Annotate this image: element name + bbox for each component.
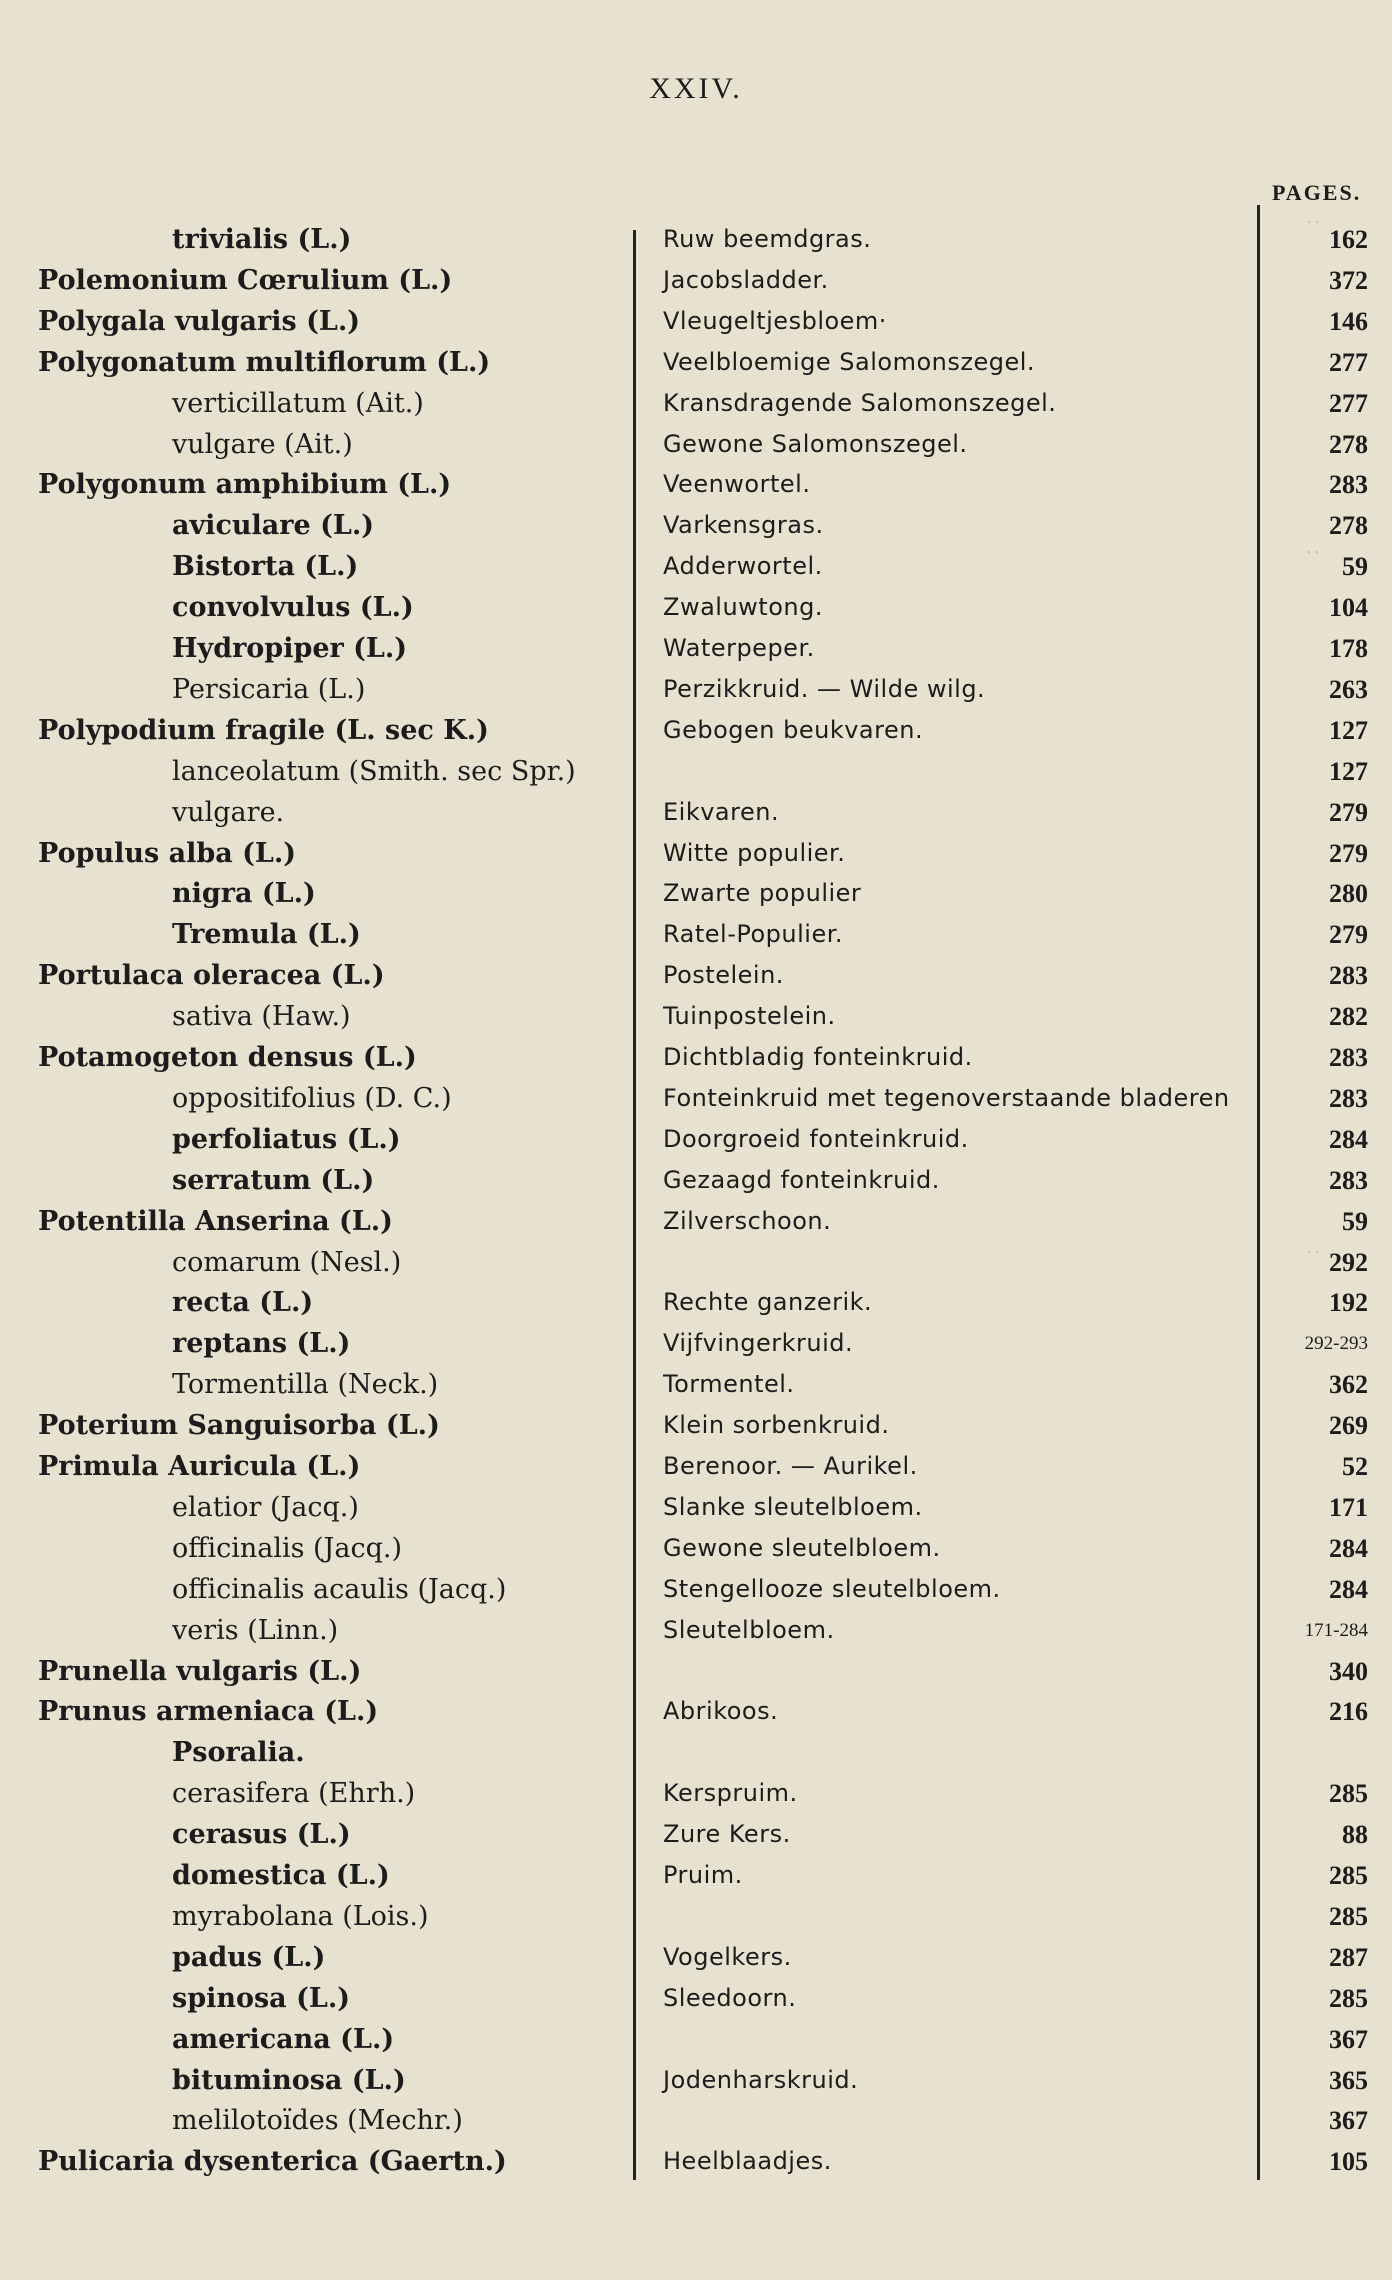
index-entry [0,1978,1392,2019]
latin-species-name: myrabolana (Lois.) [172,1900,429,1932]
page-number: 277 [1329,347,1368,377]
page-number: 88 [1342,1820,1368,1850]
latin-genus-name: Populus alba (L.) [38,837,297,869]
latin-genus-name: Primula Auricula (L.) [38,1451,361,1482]
page-header-numeral: XXIV. [649,72,743,105]
index-entry [0,1937,1392,1978]
dutch-common-name: Adderwortel. [663,552,823,581]
dutch-common-name: Kerspruim. [663,1779,798,1808]
index-entry [0,751,1392,792]
latin-species-name: nigra (L.) [172,878,316,910]
index-entry [0,1855,1392,1896]
index-entry [0,1691,1392,1732]
page-number: 279 [1329,797,1368,827]
index-entry [0,1119,1392,1160]
index-entry [0,1896,1392,1937]
latin-species-name: serratum (L.) [172,1164,375,1196]
dutch-common-name: Zwaluwtong. [663,593,823,622]
dutch-common-name: Ruw beemdgras. [663,225,872,253]
page-number: 340 [1329,1656,1368,1686]
index-entry [0,792,1392,833]
page-number: 59 [1342,1206,1368,1236]
latin-species-name: Tormentilla (Neck.) [172,1369,439,1401]
latin-species-name: vulgare (Ait.) [172,428,353,460]
latin-species-name: sativa (Haw.) [172,1001,351,1033]
index-entry [0,1732,1392,1773]
page-number: 283 [1329,1165,1368,1195]
index-entry [0,1773,1392,1814]
dutch-common-name: Veelbloemige Salomonszegel. [663,347,1036,376]
latin-species-name: elatior (Jacq.) [172,1491,359,1523]
dutch-common-name: Kransdragende Salomonszegel. [663,388,1057,417]
latin-species-name: cerasus (L.) [172,1819,351,1851]
dutch-common-name: Pruim. [663,1861,743,1889]
page-number: 283 [1329,470,1368,500]
page-number: 284 [1329,1533,1368,1563]
latin-species-name: trivialis (L.) [172,224,352,255]
latin-species-name: bituminosa (L.) [172,2064,406,2096]
page-number: 59 [1342,552,1368,582]
page-number: 283 [1329,1083,1368,1113]
dutch-common-name: Veenwortel. [663,470,811,499]
page-number: 171-284 [1304,1619,1368,1641]
pages-column-label: PAGES. [1272,180,1362,205]
latin-genus-name: Potamogeton densus (L.) [38,1042,417,1073]
latin-species-name: Hydropiper (L.) [172,633,408,664]
latin-species-name: verticillatum (Ait.) [172,387,424,419]
dutch-common-name: Jacobsladder. [663,265,829,294]
page-number: 263 [1329,674,1368,704]
index-entry [0,1242,1392,1283]
latin-genus-name: Poterium Sanguisorba (L.) [38,1410,440,1442]
latin-species-name: cerasifera (Ehrh.) [172,1778,416,1810]
latin-species-name: officinalis acaulis (Jacq.) [172,1573,507,1605]
page-number: 367 [1329,2106,1368,2136]
index-entry [0,1078,1392,1119]
dutch-common-name: Varkensgras. [663,511,824,540]
page-number: 278 [1329,429,1368,459]
latin-genus-name: Polygala vulgaris (L.) [38,305,361,337]
index-entry [0,1160,1392,1201]
index-entry [0,342,1392,383]
latin-genus-name: Polemonium Cœrulium (L.) [38,264,453,296]
index-entry [0,2141,1392,2182]
index-entry [0,2100,1392,2141]
latin-species-name: domestica (L.) [172,1860,390,1891]
latin-species-name: Bistorta (L.) [172,551,359,583]
dutch-common-name: Waterpeper. [663,634,815,662]
latin-species-name: lanceolatum (Smith. sec Spr.) [172,755,576,787]
dutch-common-name: Witte populier. [663,838,846,867]
page-number: 282 [1329,1002,1368,1032]
index-entry [0,628,1392,669]
latin-genus-name: Prunella vulgaris (L.) [38,1655,362,1687]
index-entry [0,1405,1392,1446]
dutch-common-name: Berenoor. — Aurikel. [663,1452,918,1480]
latin-genus-name: Polygonatum multiflorum (L.) [38,346,491,378]
latin-genus-name: Pulicaria dysenterica (Gaertn.) [38,2146,507,2178]
index-entry [0,1487,1392,1528]
latin-species-name: recta (L.) [172,1287,314,1319]
dutch-common-name: Vogelkers. [663,1942,792,1971]
index-entry [0,1364,1392,1405]
page-number: 283 [1329,961,1368,991]
dutch-common-name: Rechte ganzerik. [663,1288,873,1317]
latin-species-name: reptans (L.) [172,1328,351,1360]
dutch-common-name: Jodenharskruid. [663,2065,859,2094]
dutch-common-name: Gezaagd fonteinkruid. [663,1165,940,1194]
dutch-common-name: Vleugeltjesbloem· [663,306,887,335]
page-number: 284 [1329,1574,1368,1604]
dutch-common-name: Dichtbladig fonteinkruid. [663,1043,973,1071]
index-entry [0,669,1392,710]
index-entry [0,260,1392,301]
page-number: 52 [1342,1452,1368,1481]
page-number: 285 [1329,1779,1368,1809]
dutch-common-name: Zwarte populier [663,879,862,908]
latin-genus-name: Polypodium fragile (L. sec K.) [38,714,489,746]
page-number: 127 [1329,715,1368,745]
page-number: 146 [1329,306,1368,336]
index-entry [0,1528,1392,1569]
latin-species-name: oppositifolius (D. C.) [172,1082,452,1114]
index-entry [0,914,1392,955]
index-entry [0,2019,1392,2060]
dutch-common-name: Abrikoos. [663,1697,779,1726]
page-number: 279 [1329,838,1368,868]
index-entry [0,1446,1392,1487]
page-number: 105 [1329,2147,1368,2177]
index-entry [0,383,1392,424]
dutch-common-name: Klein sorbenkruid. [663,1411,890,1440]
page-number: 171 [1329,1492,1368,1522]
dutch-common-name: Ratel-Populier. [663,920,843,949]
latin-species-name: vulgare. [172,796,285,828]
page-number: 216 [1329,1697,1368,1727]
page-number: 362 [1329,1370,1368,1400]
page-number: 279 [1329,920,1368,950]
index-entry [0,1569,1392,1610]
latin-genus-name: Portulaca oleracea (L.) [38,960,385,992]
dutch-common-name: Slanke sleutelbloem. [663,1492,923,1521]
dutch-common-name: Stengellooze sleutelbloem. [663,1574,1001,1603]
index-entry [0,219,1392,260]
index-entry [0,1037,1392,1078]
index-entry [0,464,1392,505]
index-entry [0,546,1392,587]
latin-species-name: officinalis (Jacq.) [172,1532,403,1564]
index-entry [0,1282,1392,1323]
page-number: 287 [1329,1942,1368,1972]
index-entry [0,1201,1392,1242]
page-number: 178 [1329,634,1368,663]
page-number: 104 [1329,593,1368,623]
latin-species-name: veris (Linn.) [172,1614,339,1646]
page-number: 367 [1329,2024,1368,2054]
latin-species-name: spinosa (L.) [172,1982,351,2014]
dutch-common-name: Perzikkruid. — Wilde wilg. [663,674,986,703]
index-entry [0,996,1392,1037]
dutch-common-name: Eikvaren. [663,797,780,826]
latin-species-name: convolvulus (L.) [172,592,414,624]
latin-species-name: melilotoïdes (Mechr.) [172,2105,463,2137]
page-number: 285 [1329,1983,1368,2013]
page-number: 162 [1329,225,1368,254]
page-number: 292-293 [1304,1333,1368,1355]
dutch-common-name: Gewone sleutelbloem. [663,1533,941,1562]
dutch-common-name: Postelein. [663,961,784,990]
page-number: 292 [1329,1247,1368,1277]
bleed-through-mark: ·· [1305,210,1321,236]
page-number: 285 [1329,1901,1368,1931]
index-entry [0,710,1392,751]
page-number: 277 [1329,388,1368,418]
latin-species-name: padus (L.) [172,1941,326,1973]
latin-species-name: comarum (Nesl.) [172,1246,402,1278]
latin-species-name: americana (L.) [172,2023,395,2055]
dutch-common-name: Zure Kers. [663,1820,791,1849]
index-entry [0,1814,1392,1855]
dutch-common-name: Fonteinkruid met tegenoverstaande bladeren [663,1083,1230,1112]
latin-genus-name: Polygonum amphibium (L.) [38,469,452,501]
dutch-common-name: Gewone Salomonszegel. [663,429,968,458]
dutch-common-name: Sleedoorn. [663,1983,797,2012]
dutch-common-name: Tuinpostelein. [663,1002,836,1031]
index-entry [0,1323,1392,1364]
latin-species-name: perfoliatus (L.) [172,1123,401,1155]
page-number: 269 [1329,1411,1368,1441]
index-entry [0,1651,1392,1692]
latin-species-name: Persicaria (L.) [172,673,366,705]
latin-species-name: aviculare (L.) [172,510,374,542]
dutch-common-name: Heelblaadjes. [663,2147,832,2176]
page-number: 365 [1329,2065,1368,2095]
dutch-common-name: Doorgroeid fonteinkruid. [663,1124,969,1153]
index-entry [0,1610,1392,1651]
latin-species-name: Psoralia. [172,1737,305,1769]
index-entry [0,955,1392,996]
index-entry [0,301,1392,342]
bleed-through-mark: ·· [1305,540,1321,566]
page-number: 372 [1329,265,1368,295]
page-number: 127 [1329,756,1368,786]
page-number: 285 [1329,1861,1368,1890]
latin-species-name: Tremula (L.) [172,919,361,951]
page-number: 284 [1329,1124,1368,1154]
dutch-common-name: Gebogen beukvaren. [663,715,924,744]
index-entry [0,424,1392,465]
index-entry [0,2060,1392,2101]
index-entry [0,587,1392,628]
latin-genus-name: Prunus armeniaca (L.) [38,1696,379,1728]
page-number: 283 [1329,1043,1368,1072]
bleed-through-mark: ·· [1305,1240,1321,1266]
page-number: 192 [1329,1288,1368,1318]
dutch-common-name: Zilverschoon. [663,1206,832,1235]
index-entry [0,833,1392,874]
dutch-common-name: Sleutelbloem. [663,1615,835,1644]
dutch-common-name: Tormentel. [663,1370,795,1399]
page-number: 278 [1329,511,1368,541]
index-entry [0,873,1392,914]
page-number: 280 [1329,879,1368,909]
index-entry [0,505,1392,546]
dutch-common-name: Vijfvingerkruid. [663,1329,854,1358]
latin-genus-name: Potentilla Anserina (L.) [38,1205,393,1237]
